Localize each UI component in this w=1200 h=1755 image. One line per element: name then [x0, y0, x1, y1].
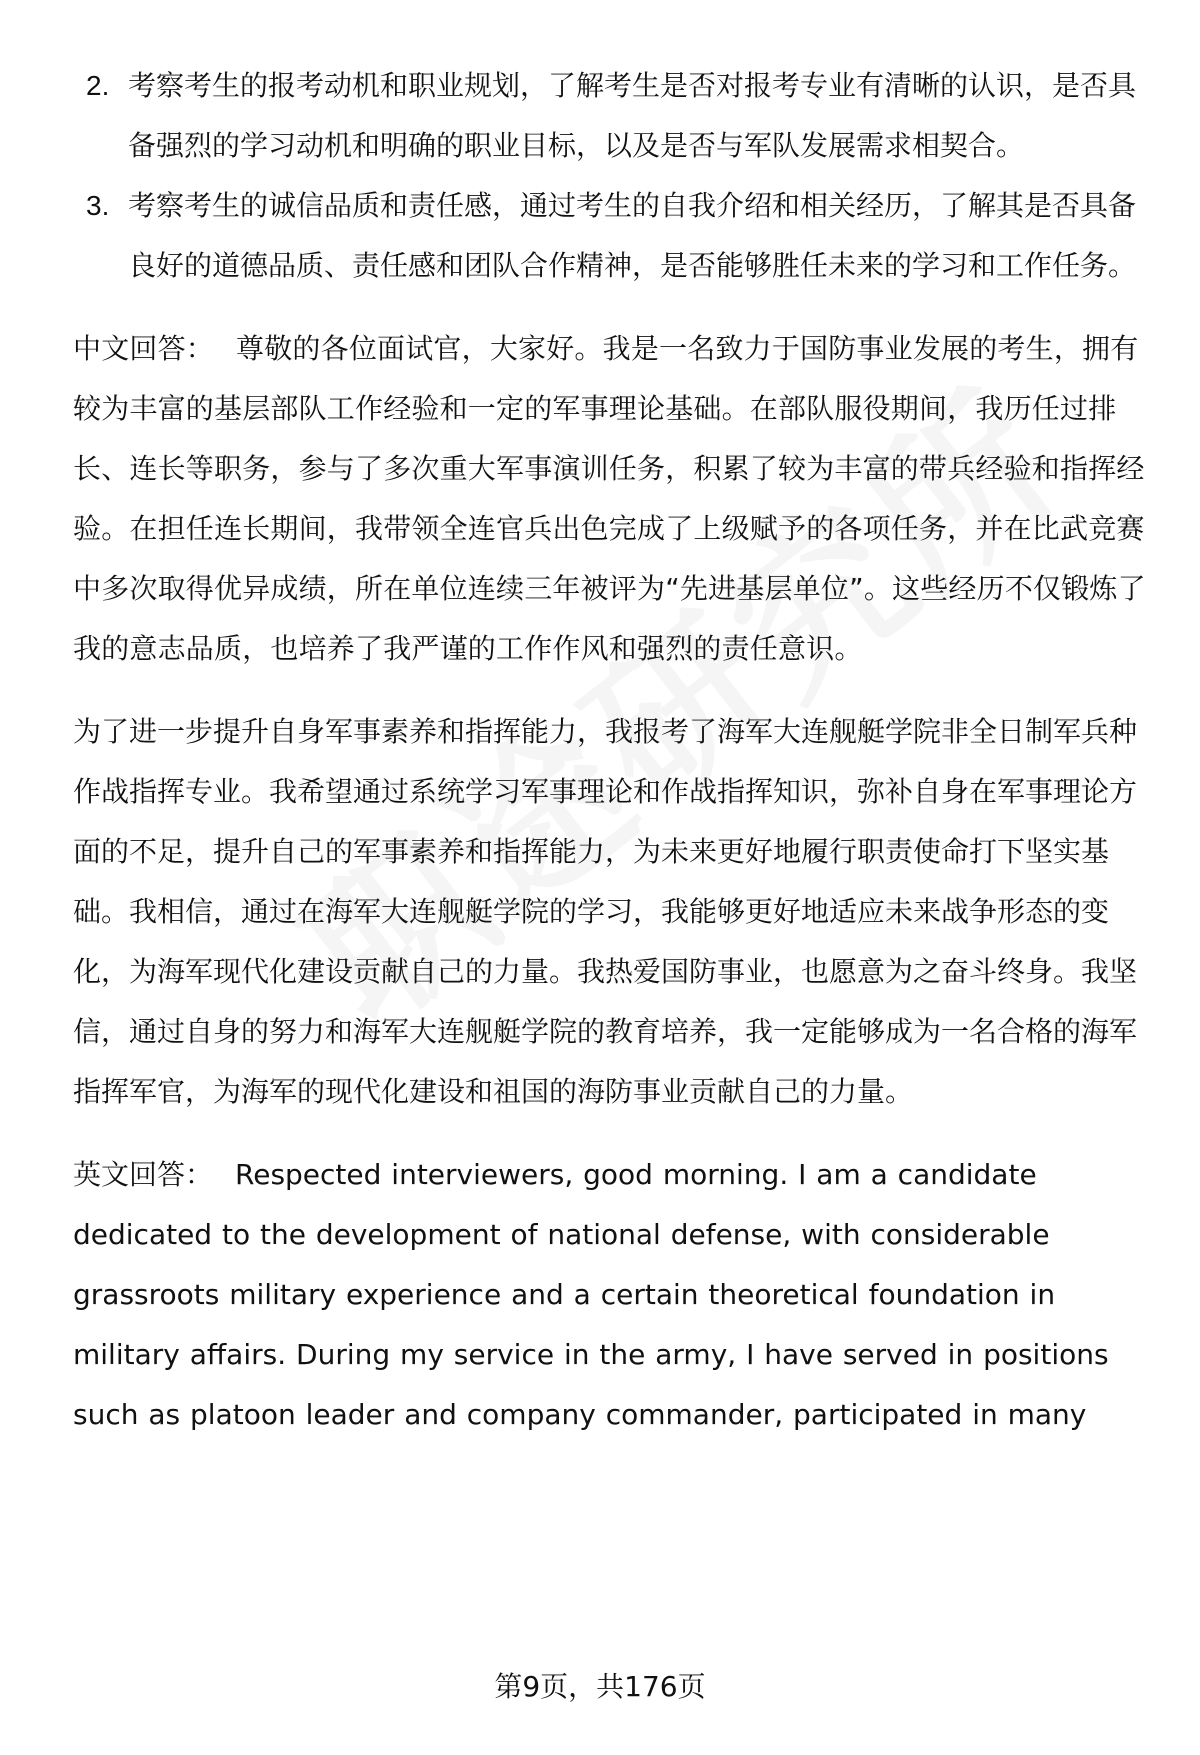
chinese-answer-text-2: 为了进一步提升自身军事素养和指挥能力，我报考了海军大连舰艇学院非全日制军兵种作战指挥专业。我希望通过系统学习军事理论和作战指挥知识，弥补自身在军事理论方面的不足，提升自己的军事素养和指挥能力，为未来更好地履行职责使命打下坚实基础。我相信，通过在海军大连舰艇学院的学习，我能够更好地适应未来战争形态的变化，为海军现代化建设贡献自己的力量。我热爱国防事业，也愿意为之奋斗终身。我坚信，通过自身的努力和海军大连舰艇学院的教育培养，我一定能够成为一名合格的海军指挥军官，为海军的现代化建设和祖国的海防事业贡献自己的力量。 [73, 715, 1138, 1108]
list-item [73, 56, 1153, 176]
list-item-text: 考察考生的诚信品质和责任感，通过考生的自我介绍和相关经历，了解其是否具备良好的道德品质、责任感和团队合作精神，是否能够胜任未来的学习和工作任务。 [128, 189, 1137, 282]
list-item-number: 2. [86, 70, 110, 101]
list-item [73, 176, 1153, 296]
list-item-number: 3. [86, 190, 110, 221]
chinese-answer-text-1: 尊敬的各位面试官，大家好。我是一名致力于国防事业发展的考生，拥有较为丰富的基层部队工作经验和一定的军事理论基础。在部队服役期间，我历任过排长、连长等职务，参与了多次重大军事演训任务，积累了较为丰富的带兵经验和指挥经验。在担任连长期间，我带领全连官兵出色完成了上级赋予的各项任务，并在比武竞赛中多次取得优异成绩，所在单位连续三年被评为“先进基层单位”。这些经历不仅锻炼了我的意志品质，也培养了我严谨的工作作风和强烈的责任意识。 [73, 332, 1146, 665]
page-footer [0, 1665, 1200, 1705]
criteria-list [73, 56, 1153, 296]
chinese-answer-label: 中文回答： [73, 332, 215, 365]
english-answer-text: Respected interviewers, good morning. I am a candidate dedicated to the development of national defense, with considerable grassroots military experience and a certain theoretical foundation in military affairs. During my service in the army, I have served in positions such as platoon leader and company commander, participated in many [73, 1158, 1109, 1431]
english-answer-label: 英文回答： [73, 1158, 214, 1191]
list-item-text: 考察考生的报考动机和职业规划，了解考生是否对报考专业有清晰的认识，是否具备强烈的学习动机和明确的职业目标，以及是否与军队发展需求相契合。 [128, 69, 1137, 162]
page-number: 第9页，共176页 [494, 1670, 706, 1703]
page-content [73, 56, 1153, 1445]
chinese-answer-paragraph-2 [73, 702, 1153, 1122]
english-answer-paragraph [73, 1145, 1153, 1445]
chinese-answer-paragraph-1 [73, 319, 1153, 679]
